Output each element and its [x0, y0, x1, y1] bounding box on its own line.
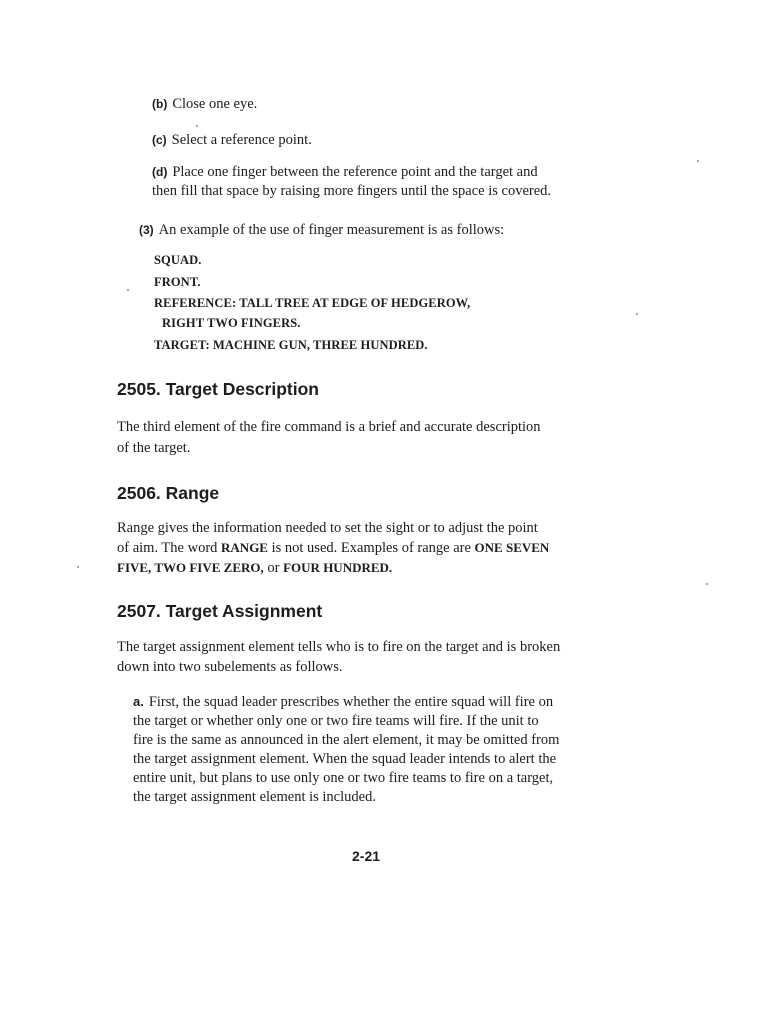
paragraph-line: The target assignment element tells who is to fire on the target and is broken — [117, 639, 561, 655]
scan-speck — [196, 125, 198, 127]
scan-speck — [127, 289, 129, 291]
step-d — [152, 163, 538, 181]
section-heading-2505: 2505. Target Description — [117, 379, 319, 399]
scan-speck — [706, 583, 708, 585]
paragraph-line: down into two subelements as follows. — [117, 659, 343, 675]
bold-term: FOUR HUNDRED. — [283, 560, 393, 575]
paragraph-label: a. — [133, 694, 144, 709]
step-d-continued: then fill that space by raising more fingers until the space is covered. — [152, 183, 552, 199]
command-line: SQUAD. — [154, 253, 202, 267]
paragraph-line — [117, 539, 549, 557]
section-heading-2507: 2507. Target Assignment — [117, 601, 323, 621]
command-line: RIGHT TWO FINGERS. — [162, 316, 301, 330]
paragraph-line: of the target. — [117, 440, 191, 456]
item-text: An example of the use of finger measurement is as follows: — [158, 222, 505, 238]
command-line: REFERENCE: TALL TREE AT EDGE OF HEDGEROW, — [154, 296, 471, 310]
paragraph-line: fire is the same as announced in the alert element, it may be omitted from — [133, 732, 560, 748]
section-heading-2506: 2506. Range — [117, 483, 220, 503]
step-c — [152, 131, 312, 149]
step-text: Select a reference point. — [171, 132, 312, 148]
scan-speck — [636, 313, 638, 315]
step-label: (c) — [152, 133, 167, 147]
command-line: TARGET: MACHINE GUN, THREE HUNDRED. — [154, 338, 428, 352]
text-run: or — [263, 560, 284, 576]
text-run: is not used. Examples of range are — [267, 540, 475, 556]
paragraph-line: the target assignment element is included. — [133, 789, 376, 805]
paragraph-line: Range gives the information needed to set the sight or to adjust the point — [117, 520, 538, 536]
step-label: (d) — [152, 165, 168, 179]
paragraph-line: the target or whether only one or two fire teams will fire. If the unit to — [133, 713, 539, 729]
paragraph-a — [133, 693, 553, 711]
bold-term: ONE SEVEN — [474, 540, 550, 555]
step-text: Place one finger between the reference point and the target and — [172, 164, 538, 180]
bold-term: RANGE — [221, 540, 268, 555]
paragraph-line — [117, 559, 392, 577]
step-b — [152, 95, 257, 113]
text-run: of aim. The word — [117, 540, 222, 556]
paragraph-line: entire unit, but plans to use only one or two fire teams to fire on a target, — [133, 770, 554, 786]
item-label: (3) — [139, 223, 154, 237]
step-text: Close one eye. — [172, 96, 258, 112]
paragraph-line: The third element of the fire command is a brief and accurate description — [117, 419, 541, 435]
paragraph-line: the target assignment element. When the squad leader intends to alert the — [133, 751, 557, 767]
page-number: 2-21 — [352, 848, 381, 864]
step-label: (b) — [152, 97, 168, 111]
scan-speck — [697, 160, 699, 162]
command-line: FRONT. — [154, 275, 201, 289]
text-run: First, the squad leader prescribes whether the entire squad will fire on — [148, 694, 554, 710]
bold-term: FIVE, TWO FIVE ZERO, — [117, 560, 264, 575]
item-3 — [139, 221, 504, 239]
scan-speck — [77, 566, 79, 568]
